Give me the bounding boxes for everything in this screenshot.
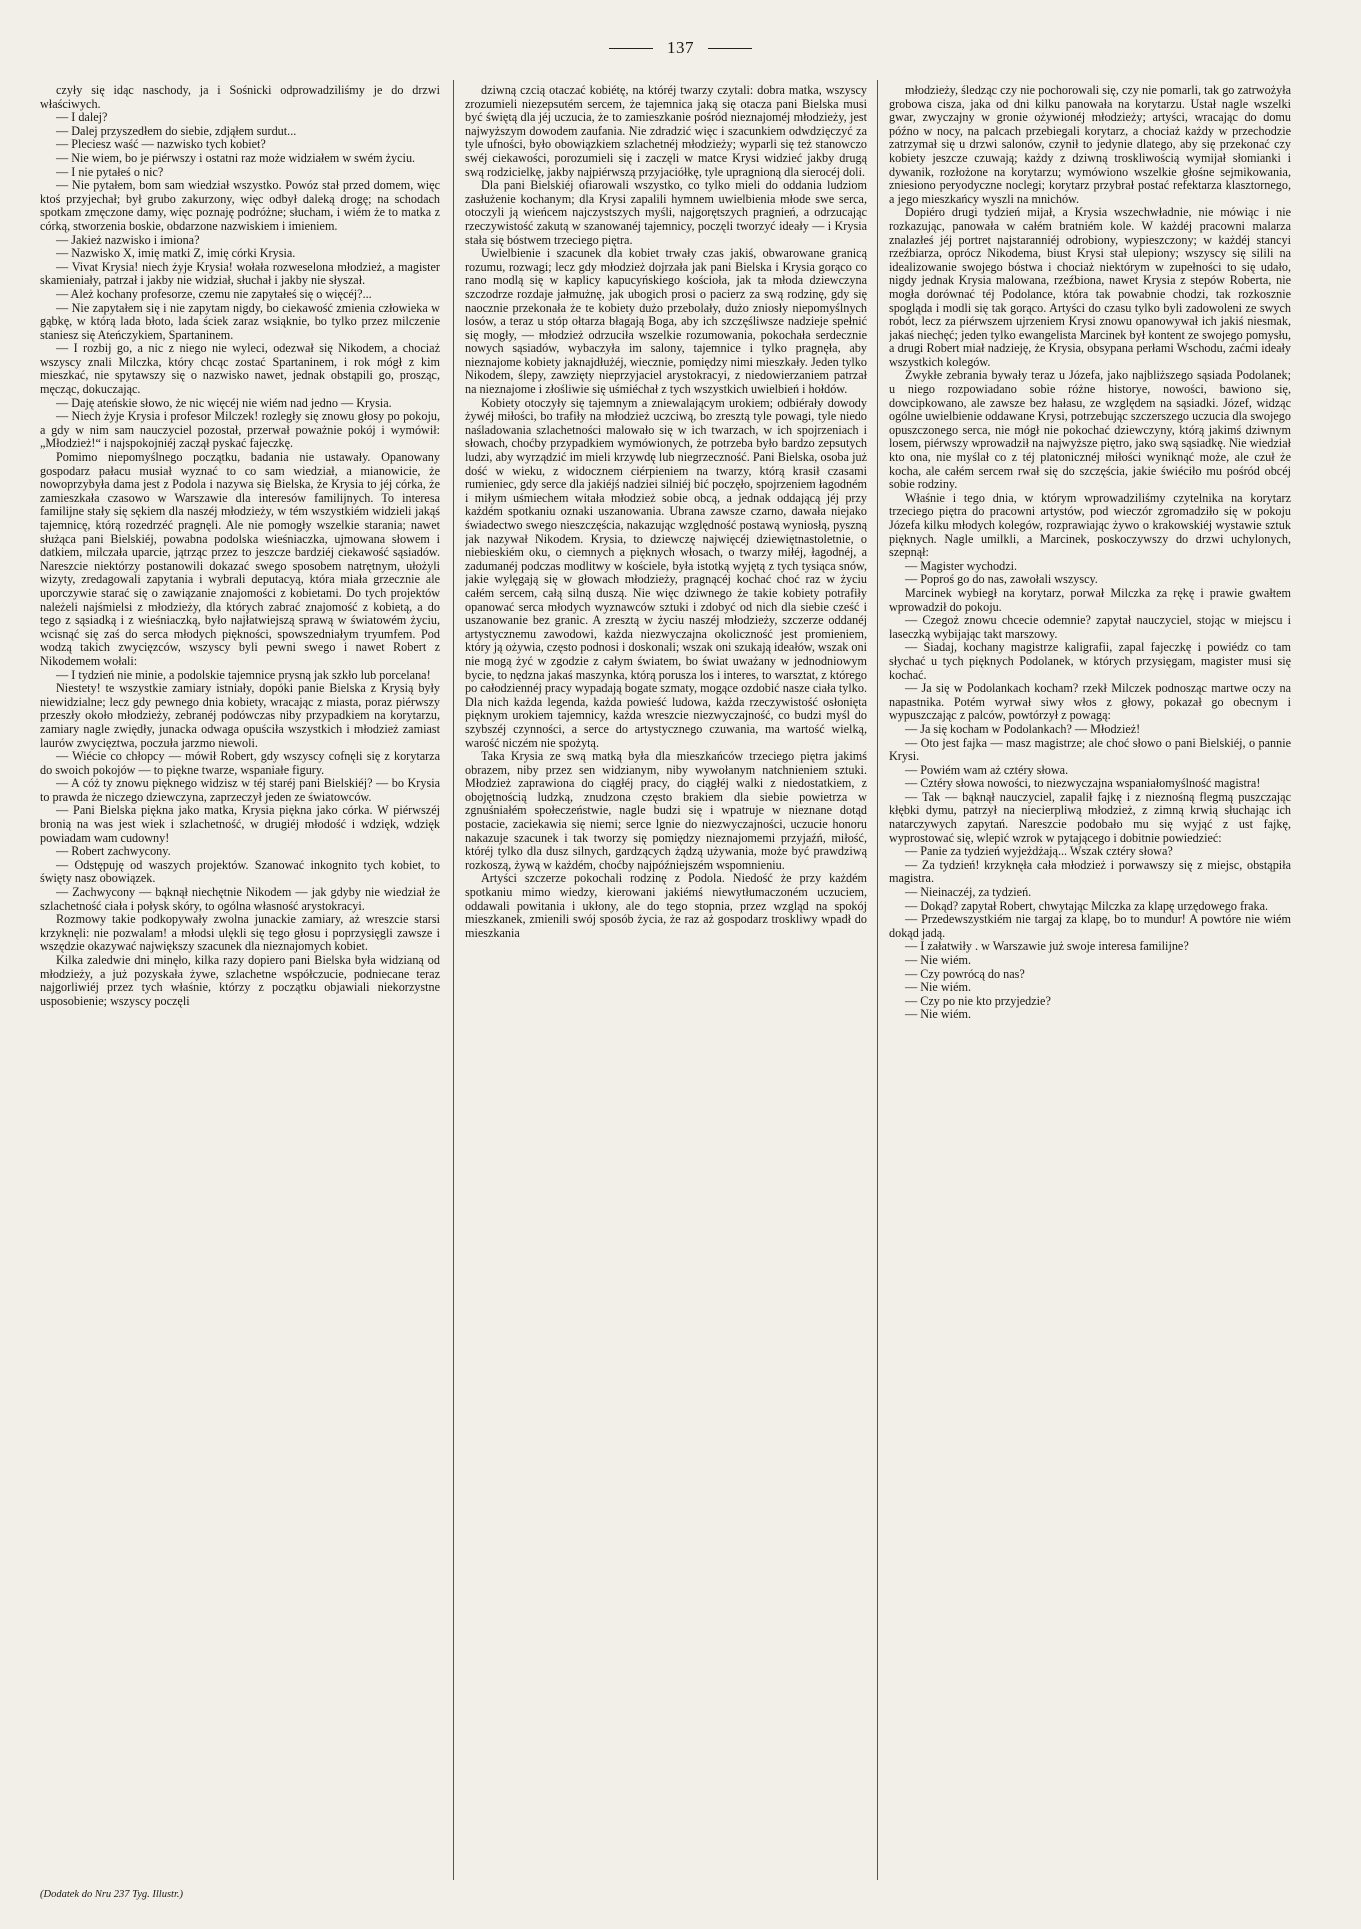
paragraph: — Oto jest fajka — masz magistrze; ale choć słowo o pani Bielskiéj, o pannie Krysi. — [889, 735, 1291, 764]
paragraph: — Odstępuję od waszych projektów. Szanować inkognito tych kobiet, to święty nasz obowiązek. — [40, 857, 440, 886]
paragraph: Dopiéro drugi tydzień mijał, a Krysia wszechwładnie, nie mówiąc i nie rozkazując, panowała w całém bratniém kole. W każdéj pracowni malarza znalazłeś jéj portret najstaranniéj odrobiony, wypieszczony; w każdéj stancyi rzeźbiarza, oprócz Nikodema, biust Krysi stał ulepiony; wszyscy się silili na idealizowanie swojego bóstwa i chociaż niektórym w zupełności to się udało, nigdy jednak Krysia malowana, rzeźbiona, nawet Krysia z stepów Roberta, nie mogła dorównać téj Podolance, która tak powabnie chodzi, tak rozkosznie spogląda i modli się tak gorąco. Artyści do czasu tylko byli zadowoleni ze swych robót, lecz za piérwszem ujrzeniem Krysi znowu opanowywał ich jakiś niesmak, jakaś niechęć; jeden tylko ewangelista Marcinek był kontent ze swojego pomysłu, a drugi Robert miał nadzieję, że Krysia, obsypana perłami Wschodu, zaćmi ideały wszystkich kolegów. — [889, 205, 1291, 369]
paragraph: — Cztéry słowa nowości, to niezwyczajna wspaniałomyślność magistra! — [905, 776, 1261, 791]
column-divider-1 — [453, 80, 454, 1880]
paragraph: Marcinek wybiegł na korytarz, porwał Milczka za rękę i prawie gwałtem wprowadził do pokoju. — [889, 585, 1291, 614]
paragraph: — Tak — bąknął nauczyciel, zapalił fajkę i z nieznośną flegmą puszczając kłębki dymu, patrzył na niecierpliwą młodzież, z zimną krwią słuchając ich natarczywych zapytań. Nareszcie podobało mu się wyjąć z ust fajkę, wyprostować się, wlepić wzrok w pytającego i dobitnie powiedzieć: — [889, 789, 1291, 845]
paragraph: — Przedewszystkiém nie targaj za klapę, bo to mundur! A powtóre nie wiém dokąd jadą. — [889, 912, 1291, 940]
paragraph: — Nie wiém. — [905, 980, 972, 995]
paragraph: — Panie za tydzień wyjeżdżają... Wszak cztéry słowa? — [905, 844, 1173, 859]
text-column-2 — [465, 84, 867, 1874]
paragraph: Pomimo niepomyślnego początku, badania nie ustawały. Opanowany gospodarz pałacu musiał wyznać to co sam wiedział, a mianowicie, że nowoprzybyła dama jest z Podola i nazywa się Bielska, że Krysia to jéj córka, że zamieszkała czasowo w Warszawie dla interesów familijnych. To interesa familijne stały się sękiem dla naszéj młodzieży, w tém wszystkiém widzieli jakąś tajemnicę, którą rozedrzéć pragnęli. Ale nie pomogły wszelkie starania; nawet służąca pani Bielskiéj, powabna podolska wieśniaczka, ujmowana słowem i datkiem, milczała uparcie, jątrząc przez to jeszcze bardziéj ciekawość sąsiadów. Nareszcie niektórzy postanowili dokazać swego sposobem natrętnym, ułożyli wizyty, zredagowali zapytania i wybrali deputacyą, która miała grzecznie ale uporczywie starać się o zawiązanie znajomości z kobietami. Do tych projektów należeli najśmielsi z młodzieży, dla których zabrać znajomość z kobietą, a do tego z sąsiadką i z wieśniaczką, było najłatwiejszą sprawą w światowém życiu, wcisnąć się zaś do serca młodych piękności, spowszedniałym tryumfem. Pod wodzą takich zwycięzców, wszyscy byli pewni swego i nawet Robert z Nikodemem wołali: — [40, 450, 440, 668]
paragraph: — Nie wiém. — [905, 1007, 972, 1022]
paragraph: — Siadaj, kochany magistrze kaligrafii, zapal fajeczkę i powiédz co tam słychać u tych pięknych Podolanek, w których przysięgam, magister musi się kochać. — [889, 640, 1291, 682]
paragraph: — I tydzień nie minie, a podolskie tajemnice prysną jak szkło lub porcelana! — [56, 667, 431, 682]
paragraph: — Vivat Krysia! niech żyje Krysia! wołała rozweselona młodzież, a magister skamieniały, patrzał i jakby nie widział, słuchał i jakby nie słyszał. — [40, 259, 440, 288]
header-rule-left — [609, 48, 653, 49]
paragraph: — I dalej? — [56, 110, 108, 125]
paragraph: — A cóż ty znowu pięknego widzisz w téj staréj pani Bielskiéj? — bo Krysia to prawda że niczego dziewczyna, zaprzeczył jeden ze światowców. — [40, 776, 440, 804]
paragraph: — I nie pytałeś o nic? — [56, 164, 164, 179]
page-footer: (Dodatek do Nru 237 Tyg. Illustr.) — [40, 1889, 184, 1900]
paragraph: — Ja się kocham w Podolankach? — Młodzież! — [905, 721, 1141, 736]
text-column-1 — [40, 84, 440, 1874]
paragraph: Niestety! te wszystkie zamiary istniały, dopóki panie Bielska z Krysią były niewidzialne; lecz gdy pewnego dnia kobiety, wracając z miasta, poraz piérwszy przeszły około młodzieży, zebranéj podówczas niby przypadkiem na korytarzu, zamiary nagle zwiędły, junacka odwaga opuściła wszystkich i młodzież zamiast laurów zwycięztwa, poczuła jarzmo niewoli. — [40, 681, 440, 750]
paragraph: Dla pani Bielskiéj ofiarowali wszystko, co tylko mieli do oddania ludziom zasłużenie kochanym; dla Krysi zapalili hymnem uwielbienia młode swe serca, otoczyli ją wieńcem najczystszych myśli, najgorętszych pragnień, a odrzucając rzeczywistość zakutą w szanowanéj tajemnicy, poczęli tworzyć ideały — i Krysia stała się bóstwem trzeciego piętra. — [465, 178, 867, 247]
paragraph: — Ja się w Podolankach kocham? rzekł Milczek podnosząc martwe oczy na napastnika. Potém wyrwał siwy włos z głowy, pokazał go obecnym i wypuszczając z palców, powtórzył z powagą: — [889, 681, 1291, 723]
paragraph: — Czegoż znowu chcecie odemnie? zapytał nauczyciel, stojąc w miejscu i laseczką wybijając takt marszowy. — [889, 613, 1291, 641]
paragraph: Taka Krysia ze swą matką była dla mieszkańców trzeciego piętra jakimś obrazem, niby przez sen widzianym, niby wywołanym natchnieniem sztuki. Młodzież zaprawiona do ciągłéj pracy, do ciągłéj walki z niedostatkiem, z obojętnością ludzką, znudzona często brakiem dla siebie powietrza w zgnuśniałém społeczeństwie, nagle budzi się i wpatruje w nieznane dotąd postacie, zaciekawia się niemi; serce lgnie do niezwyczajności, uczucie honoru nakazuje szacunek i tak tworzy się pomiędzy nieznajomemi przyjaźń, miłość, któréj tylko dla dusz silnych, gardzących żądzą używania, może być prawdziwą rozkoszą, żywą w każdém, choćby najpóźniejszém wspomnieniu. — [465, 749, 867, 872]
paragraph: Kobiety otoczyły się tajemnym a zniewalającym urokiem; odbiérały dowody żywéj miłości, bo trafiły na młodzież uczciwą, bo zresztą tyle powagi, tyle niedo naśladowania szlachetności malowało się w ich twarzach, w ich spojrzeniach i słowach, choćby przypadkiem wymówionych, że potrzeba było bardzo zepsutych ludzi, aby wyrządzić im mieli krzywdę lub niegrzeczność. Pani Bielska, osoba już dość w wieku, z widocznem ciérpieniem na twarzy, którą krasił czasami rumieniec, gdy serce dla jakiéjś nadziei silniéj bić poczęło, spojrzeniem łagodném i miłym uśmiechem witała młodzież sobie obcą, a jednak oddającą jéj przy każdém spotkaniu oznaki uszanowania. Ubrana zawsze czarno, dawała niejako świadectwo swego nieszczęścia, nakazując względność postawą wyniosłą, pyszną jak nazywał Nikodem. Krysia, to dziewczę najwięcéj dziewiętnastoletnie, o niebieskiém oku, o ciemnych a pięknych włosach, o twarzy miłéj, łagodnéj, a zadumanéj podczas modlitwy w kościele, była istotką wyjętą z tych tysiąca snów, jakie wylęgają się w głowach młodzieży, pragnącéj kochać choć raz w życiu całém sercem, całą silną duszą. Nie więc dziwnego że takie kobiety potrafiły opanować serca młodych wyznawców sztuki i zdobyć od nich dla siebie cześć i uszanowanie bez granic. A zresztą w życiu naszéj młodzieży, szczerze oddanéj artystycznemu zawodowi, każda niezwyczajna okoliczność jest promieniem, który ją ożywia, często podnosi i doskonali; wszak oni szukają ideałów, wszak oni nie mogą żyć w zgodzie z całym światem, bo świat uważany w jednodniowym bycie, to nędzna jakaś maszynka, którą porusza los i interes, to warsztat, z którego po całodziennéj pracy wypadają bogate szmaty, mogące ozdobić nasze ciała tylko. Dla nich każda legenda, każda powieść ludowa, każda rzeczywistość osłonięta pięknym urokiem tajemnicy, każda wreszcie niezwyczajność, co budzi myśl do szybszéj czynności, a serce do artystycznego czuwania, ma wartość wielką, warość niczém nie spożytą. — [465, 395, 867, 750]
paragraph: — Pleciesz waść — nazwisko tych kobiet? — [56, 137, 266, 152]
paragraph: Właśnie i tego dnia, w którym wprowadziliśmy czytelnika na korytarz trzeciego piętra do pracowni artystów, pod wieczór zgromadziło się w pokoju Józefa kilku młodych kolegów, rozprawiając żywo o krakowskiéj wystawie sztuk pięknych. Nagle umilkli, a Marcinek, poskoczywszy do drzwi uchylonych, szepnął: — [889, 490, 1291, 560]
page-header — [0, 38, 1361, 58]
paragraph: — Zachwycony — bąknął niechętnie Nikodem — jak gdyby nie wiedział że szlachetność ciała i połysk skóry, to ogólna własność arystokracyi. — [40, 885, 440, 913]
paragraph: — Nie pytałem, bom sam wiedział wszystko. Powóz stał przed domem, więc ktoś przyjechał; był grubo zakurzony, więc odbył daleką drogę; na schodach spotkam zmęczone damy, więc poznaję podróżne; słucham, i wiém że to matka z córką, stworzenia boskie, obdarzone nazwiskiem i imieniem. — [40, 178, 440, 233]
text-column-3 — [889, 84, 1291, 1874]
paragraph: Artyści szczerze pokochali rodzinę z Podola. Niedość że przy każdém spotkaniu mimo wiedzy, kierowani jakiémś niewytłumaczoném uczuciem, oddawali powitania i ukłony, ale do tego stopnia, przez wzgląd na spokój mieszkanek, zmienili swój sposób życia, że raz aż gospodarz troskliwy wpadł do mieszkania — [465, 871, 867, 940]
paragraph: — Poproś go do nas, zawołali wszyscy. — [905, 572, 1098, 587]
paragraph: — Nie wiem, bo je piérwszy i ostatni raz może widziałem w swém życiu. — [56, 150, 416, 165]
paragraph: — Nazwisko X, imię matki Z, imię córki Krysia. — [56, 246, 296, 261]
paragraph: Kilka zaledwie dni minęło, kilka razy dopiero pani Bielska była widzianą od młodzieży, a już pozyskała żywe, szlachetne współczucie, podniecane teraz najgorliwiéj przez tych właśnie, którzy z początku objawiali niekorzystne usposobienie; wszyscy poczęli — [40, 953, 440, 1008]
paragraph: — Ależ kochany profesorze, czemu nie zapytałeś się o więcéj?... — [56, 286, 372, 301]
paragraph: — Czy po nie kto przyjedzie? — [905, 993, 1051, 1008]
header-rule-right — [708, 48, 752, 49]
paragraph: — Powiém wam aż cztéry słowa. — [905, 762, 1069, 777]
paragraph: — I rozbij go, a nic z niego nie wyleci, odezwał się Nikodem, a chociaż wszyscy znali Milczka, który chcąc zostać Spartaninem, i rok mógł z kim mieszkać, nie spytawszy się o nazwisko nawet, jednak obstąpili go, prosząc, męcząc, dokuczając. — [40, 341, 440, 397]
paragraph: — Wiécie co chłopcy — mówił Robert, gdy wszyscy cofnęli się z korytarza do swoich pokojów — to piękne twarze, wspaniałe figury. — [40, 749, 440, 777]
paragraph: — Nie wiém. — [905, 953, 972, 967]
column-divider-2 — [877, 80, 878, 1880]
paragraph: — Dalej przyszedłem do siebie, zdjąłem surdut... — [56, 123, 297, 138]
paragraph: — Niech żyje Krysia i profesor Milczek! rozległy się znowu głosy po pokoju, a gdy w nim sam nauczyciel pozostał, przerwał poważnie pokój i wymówił: „Młodzież!“ i najspokojniéj zaczął pyskać fajeczkę. — [40, 409, 440, 451]
paragraph: — Pani Bielska piękna jako matka, Krysia piękna jako córka. W piérwszéj bronią na was jest wiek i szlachetność, w drugiéj młodość i wdzięk, wdzięk powiadam wam cudowny! — [40, 803, 440, 845]
paragraph: — Dokąd? zapytał Robert, chwytając Milczka za klapę urzędowego fraka. — [905, 898, 1269, 913]
paragraph: Rozmowy takie podkopywały zwolna junackie zamiary, aż wreszcie starsi krzyknęli: nie pozwalam! a młodsi ulękli się tego głosu i poprzysięgli zawsze i wszędzie okazywać największy szacunek dla nieznajomych kobiet. — [40, 912, 440, 954]
paragraph: młodzieży, śledząc czy nie pochorowali się, czy nie pomarli, tak go zatrwożyła grobowa cisza, jaka od dni kilku panowała na korytarzu. Ustał nagle wszelki gwar, zwyczajny w gronie ożywionéj młodzieży; artyści, wracając do domu późno w nocy, na palcach przebiegali korytarz, a chociaż każdy w przechodzie zatrzymał się u drzwi salonów, czynił to jedynie dlatego, aby się przekonać czy kobiety jeszcze czuwają; każdy z dziwną troskliwością wymijał słomianki i dywanik, rozłożone na korytarzu; wymówiono wszelkie głośne sejmikowania, zniesiono peryodyczne noclegi; korytarz przybrał postać refektarza klasztornego, a jego mieszkańcy wyszli na mnichów. — [889, 84, 1291, 206]
paragraph: — Nie zapytałem się i nie zapytam nigdy, bo ciekawość zmienia człowieka w gąbkę, w którą lada błoto, lada ściek zaraz wsiąknie, bo tylko przez milczenie staniesz się Ateńczykiem, Spartaninem. — [40, 300, 440, 342]
paragraph: — Robert zachwycony. — [56, 844, 171, 859]
paragraph: czyły się idąc naschody, ja i Sośnicki odprowadziliśmy je do drzwi właściwych. — [40, 84, 440, 111]
paragraph: — I załatwiły . w Warszawie już swoje interesa familijne? — [905, 939, 1189, 954]
paragraph: — Magister wychodzi. — [905, 558, 1018, 573]
paragraph: — Jakież nazwisko i imiona? — [56, 232, 200, 247]
paragraph: — Daję ateńskie słowo, że nic więcéj nie wiém nad jedno — Krysia. — [56, 395, 392, 410]
page-number: 137 — [667, 38, 694, 57]
paragraph: — Czy powrócą do nas? — [905, 966, 1025, 981]
paragraph: — Za tydzień! krzyknęła cała młodzież i porwawszy się z miejsc, obstąpiła magistra. — [889, 857, 1291, 886]
paragraph: Uwielbienie i szacunek dla kobiet trwały czas jakiś, obwarowane granicą rozumu, rozwagi; lecz gdy młodzież dojrzała jak pani Bielska i Krysia gorąco co rano modlą się w kaplicy kapucyńskiego kościoła, jak ta młoda dziewczyna szczodrze rozdaje jałmużnę, jak ubogich prosi o pacierz za swą rodzinę, gdy się naocznie przekonała że te kobiety dużo przebolały, dużo zniosły niepomyślnych losów, a teraz u stóp ołtarza błagają Boga, aby ich szczęśliwsze nadzieje spełnić się mogły, — młodzież odrzuciła wszelkie rozumowania, pokochała serdecznie nowych sąsiadów, wybaczyła im salony, tajemnice i tylko pragnęła, aby nieznajome kobiety jaknajdłużéj, wiecznie, pomiędzy nimi mieszkały. Jeden tylko Nikodem, ślepy, zawzięty nieprzyjaciel arystokracyi, z niedowierzaniem patrzał na nieznajome i złośliwie się uśmiéchał z tych wszystkich uwielbień i hołdów. — [465, 246, 867, 397]
paragraph: Zwykłe zebrania bywały teraz u Józefa, jako najbliższego sąsiada Podolanek; u niego rozpowiadano sobie różne historye, nowości, bawiono się, dowcipkowano, ale zawsze bez hałasu, ze względem na sąsiadki. Józef, widząc ogólne uwielbienie oddawane Krysi, potrzebując szczerszego uczucia dla swojego opuszczonego serca, nie mógł nie pokochać dziewczyny, którą jakimś dziwnym losem, piérwszy wprowadził na najwyższe piętro, jako swą sąsiadkę. Nie wiedział kto ona, nie myślał co z téj platonicznéj miłości wyniknąć może, ale czuł że kocha, ale całém sercem rwał się do szczęścia, jakie świéciło mu pośród obcéj sobie rodziny. — [889, 368, 1291, 492]
paragraph: — Nieinaczéj, za tydzień. — [905, 885, 1032, 900]
paragraph: dziwną czcią otaczać kobiétę, na któréj twarzy czytali: dobra matka, wszyscy zrozumieli niezepsutém sercem, że tajemnica jaką się otacza pani Bielska musi być świętą dla jéj uczucia, że to zamieszkanie pośród nieznajoméj młodzieży, jest najwyższym dowodem zaufania. Nie zdradzić więc i szacunkiem odwdzięczyć za tyle ufności, było obowiązkiem szlachetnéj młodzieży; wyparli się też stanowczo swéj ciekawości, porozumieli się i zaczęli w matce Krysi widzieć jakby drugą swą rodzicielkę, jakby najpiérwszą przyjaciółkę, tyle upragnioną dla sierocéj doli. — [465, 84, 867, 179]
